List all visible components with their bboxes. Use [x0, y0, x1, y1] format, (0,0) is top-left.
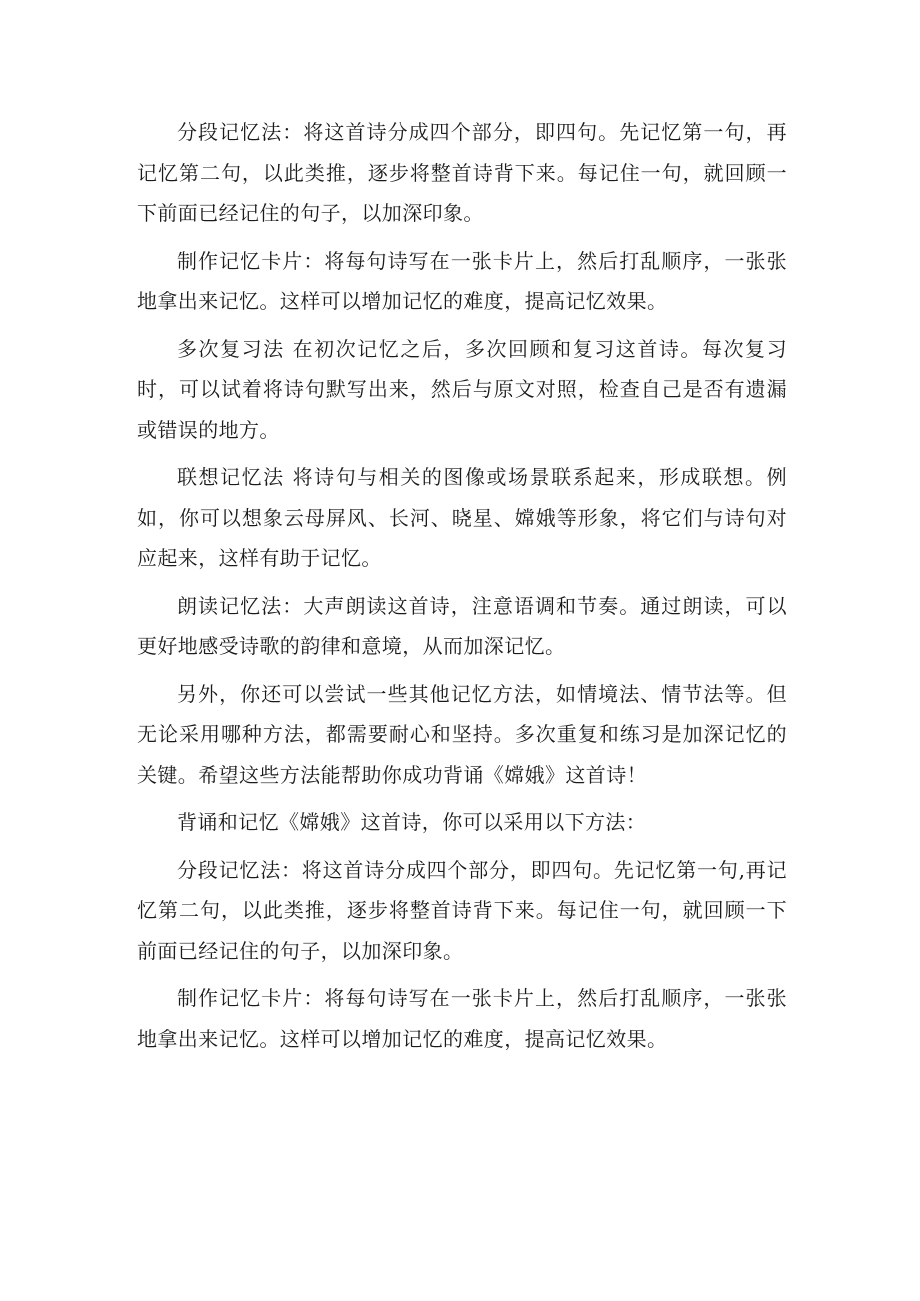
paragraph-reading-aloud: 朗读记忆法：大声朗读这首诗，注意语调和节奏。通过朗读，可以更好地感受诗歌的韵律和意境，从而加深记忆。 [137, 593, 787, 658]
paragraph-memory-cards-repeat: 制作记忆卡片：将每句诗写在一张卡片上，然后打乱顺序，一张张地拿出来记忆。这样可以增加记忆的难度，提高记忆效果。 [137, 986, 787, 1051]
paragraph-other-methods: 另外，你还可以尝试一些其他记忆方法，如情境法、情节法等。但无论采用哪种方法，都需要耐心和坚持。多次重复和练习是加深记忆的关键。希望这些方法能帮助你成功背诵《嫦娥》这首诗！ [137, 681, 787, 787]
paragraph-segment-memory: 分段记忆法：将这首诗分成四个部分，即四句。先记忆第一句，再记忆第二句，以此类推，逐步将整首诗背下来。每记住一句，就回顾一下前面已经记住的句子，以加深印象。 [137, 120, 787, 225]
paragraph-intro-methods: 背诵和记忆《嫦娥》这首诗，你可以采用以下方法： [177, 810, 647, 834]
document-body [137, 112, 787, 1066]
paragraph-repeated-review: 多次复习法 在初次记忆之后，多次回顾和复习这首诗。每次复习时，可以试着将诗句默写出来，然后与原文对照，检查自己是否有遗漏或错误的地方。 [137, 336, 787, 442]
paragraph-association-memory: 联想记忆法 将诗句与相关的图像或场景联系起来，形成联想。例如，你可以想象云母屏风、长河、晓星、嫦娥等形象，将它们与诗句对应起来，这样有助于记忆。 [137, 465, 787, 570]
paragraph-segment-memory-repeat: 分段记忆法：将这首诗分成四个部分，即四句。先记忆第一句,再记忆第二句，以此类推，逐步将整首诗背下来。每记住一句，就回顾一下前面已经记住的句子，以加深印象。 [137, 857, 787, 963]
paragraph-memory-cards: 制作记忆卡片：将每句诗写在一张卡片上，然后打乱顺序，一张张地拿出来记忆。这样可以增加记忆的难度，提高记忆效果。 [137, 248, 787, 313]
